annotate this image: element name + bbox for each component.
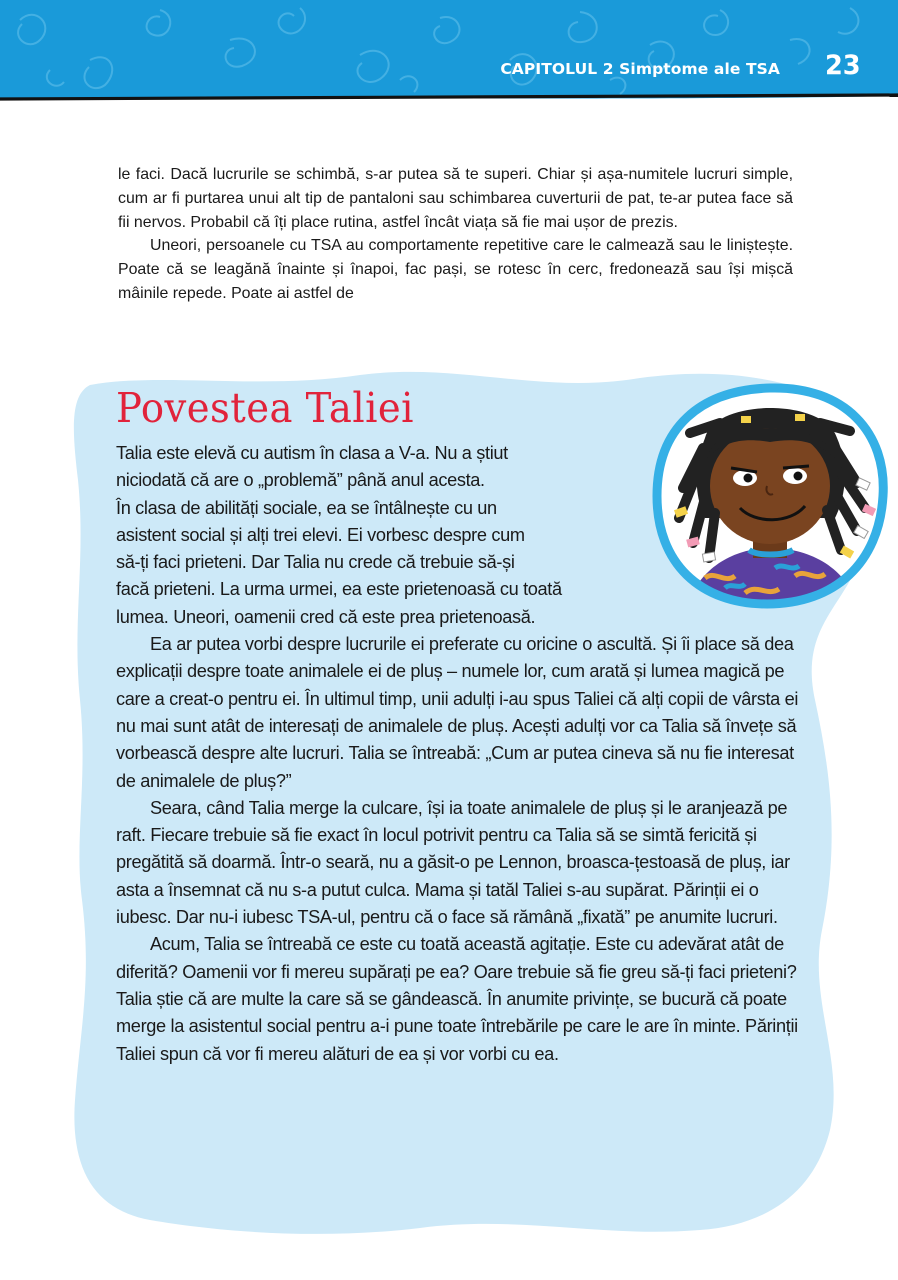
story-line: facă prieteni. La urma urmei, ea este prietenoasă cu toată: [116, 579, 562, 600]
story-paragraph: Acum, Talia se întreabă ce este cu toată această agitație. Este cu adevărat atât de diferită? Oamenii vor fi mereu supărați pe ea? Oare trebuie să fie greu să-ți faci prieteni? Talia știe că are multe la care să se gândească. În anumite privințe, se bucură că poate merge la asistentul social pentru a-i pune toate întrebările pe care le are în minte. Părinții Taliei spun că vor fi mereu alături de ea și vor vorbi cu ea.: [116, 934, 798, 1064]
story-line: Talia este elevă cu autism în clasa a V-a. Nu a știut: [116, 443, 508, 463]
story-line: În clasa de abilități sociale, ea se întâlnește cu un: [116, 497, 497, 518]
intro-paragraph: Uneori, persoanele cu TSA au comportamente repetitive care le calmează sau le liniștește. Poate că se leagănă înainte și înapoi, fac pași, se rotesc în cerc, fredonează sau își mișcă mâinile repede. Poate ai astfel de: [118, 237, 793, 302]
chapter-label: CAPITOLUL 2 Simptome ale TSA: [500, 60, 780, 78]
story-line: asistent social și alți trei elevi. Ei vorbesc despre cum: [116, 524, 525, 545]
story-line: să-ți faci prieteni. Dar Talia nu crede că trebuie să-și: [116, 552, 515, 573]
page-number: 23: [824, 50, 861, 81]
story-line: niciodată că are o „problemă” până anul acesta.: [116, 470, 485, 491]
intro-paragraph: le faci. Dacă lucrurile se schimbă, s-ar putea să te superi. Chiar și așa-numitele lucruri simple, cum ar fi purtarea unui alt tip de pantaloni sau schimbarea cuverturii de pat, te-ar putea face să fii nervos. Probabil că îți place rutina, astfel încât viața să fie mai ușor de prezis.: [118, 166, 793, 231]
story-line: lumea. Uneori, oamenii cred că este prea prietenoasă.: [116, 606, 536, 627]
story-paragraph: Seara, când Talia merge la culcare, își ia toate animalele de pluș și le aranjează pe raft. Fiecare trebuie să fie exact în locul potrivit pentru ca Talia să se simtă fericită și pregătită să doarmă. Într-o seară, nu a găsit-o pe Lennon, broasca-țestoasă de pluș, iar asta a însemnat că nu s-a putut culca. Mama și tatăl Taliei s-au supărat. Părinții ei o iubesc. Dar nu-i iubesc TSA-ul, pentru că o face să rămână „fixată” pe anumite lucruri.: [116, 797, 790, 928]
story-title: Povestea Taliei: [116, 384, 414, 432]
story-text: [116, 440, 806, 1068]
story-paragraph: Ea ar putea vorbi despre lucrurile ei preferate cu oricine o ascultă. Și îi place să dea explicații despre toate animalele ei de pluș – numele lor, cum arată și lumea magică pe care a creat-o pentru ei. În ultimul timp, unii adulți i-au spus Taliei că alți copii de vârsta ei nu mai sunt atât de interesați de animalele de pluș. Acești adulți vor ca Talia să învețe să vorbească despre alte lucruri. Talia se întreabă: „Cum ar putea cineva să nu fie interesat de animalele de pluș?”: [116, 634, 799, 791]
